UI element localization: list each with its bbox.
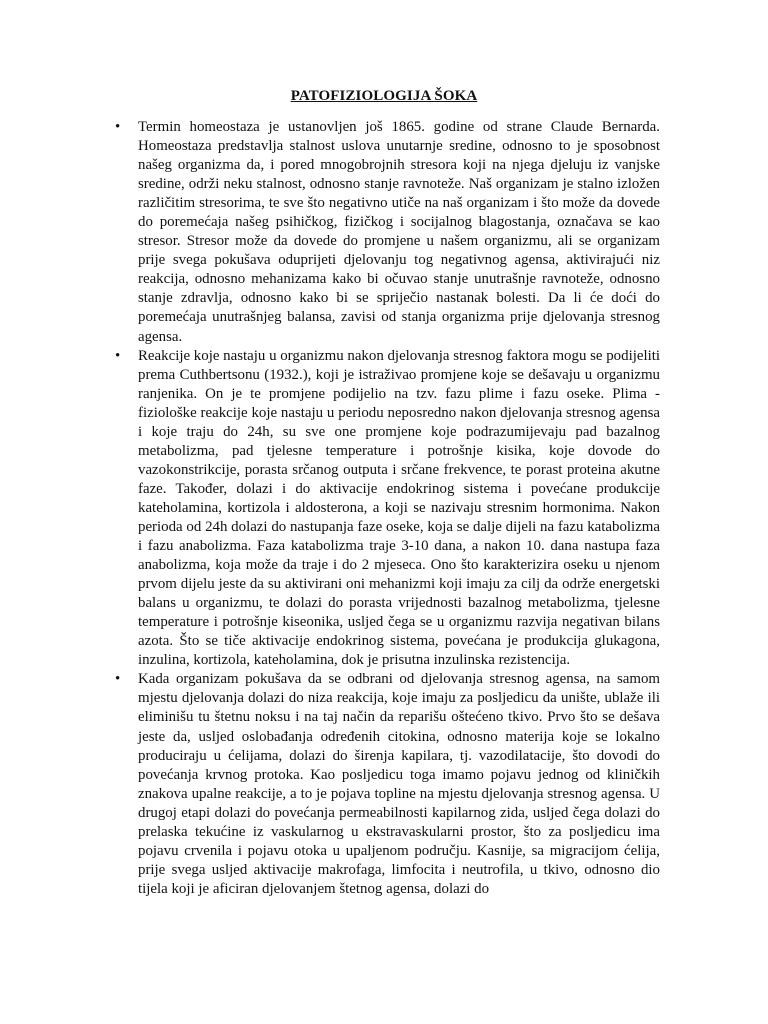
bullet-list (115, 118, 660, 899)
paragraph-2 (115, 347, 660, 671)
paragraph-3 (115, 670, 660, 899)
page-title: PATOFIZIOLOGIJA ŠOKA (290, 88, 478, 104)
paragraph-text: Reakcije koje nastaju u organizmu nakon djelovanja stresnog faktora mogu se podijeliti prema Cuthbertsonu (1932.), koji je istraživao promjene koje se dešavaju u organizmu ranjenika. On je te promjene podijelio na tzv. fazu plime i fazu oseke. Plima - fiziološke reakcije koje nastaju u periodu neposredno nakon djelovanja stresnog agensa i koje traju do 24h, su sve one promjene koje podrazumijevaju pad bazalnog metabolizma, pad tjelesne temperature i potrošnje kisika, koje dovode do vazokonstrikcije, porasta srčanog outputa i srčane frekvence, te porast proteina akutne faze. Također, dolazi i do aktivacije endokrinog sistema i povećane produkcije kateholamina, kortizola i aldosterona, a koji se nazivaju stresnim hormonima. Nakon perioda od 24h dolazi do nastupanja faze oseke, koja se dalje dijeli na fazu katabolizma i fazu anabolizma. Faza katabolizma traje 3-10 dana, a nakon 10. dana nastupa faza anabolizma, koja može da traje i do 2 mjeseca. Ono što karakterizira oseku u njenom prvom dijelu jeste da su aktivirani oni mehanizmi koji imaju za cilj da održe energetski balans u organizmu, te dolazi do porasta vrijednosti bazalnog metabolizma, tjelesne temperature i potrošnje kiseonika, usljed čega se u organizmu razvija negativan bilans azota. Što se tiče aktivacije endokrinog sistema, povećana je produkcija glukagona, inzulina, kortizola, kateholamina, dok je prisutna inzulinska rezistencija. (138, 347, 661, 669)
bullet-icon: • (115, 119, 121, 135)
paragraph-1 (115, 118, 660, 347)
paragraph-text: Kada organizam pokušava da se odbrani od djelovanja stresnog agensa, na samom mjestu djelovanja dolazi do niza reakcija, koje imaju za posljedicu da unište, ublaže ili eliminišu tu štetnu noksu i na taj način da reparišu oštećeno tkivo. Prvo što se dešava jeste da, usljed oslobađanja određenih citokina, odnosno materija koje se lokalno produciraju u ćelijama, dolazi do širenja kapilara, tj. vazodilatacije, što dovodi do povećanja krvnog protoka. Kao posljedicu toga imamo pojavu jednog od kliničkih znakova upalne reakcije, a to je pojava topline na mjestu djelovanja stresnog agensa. U drugoj etapi dolazi do povećanja permeabilnosti kapilarnog zida, usljed čega dolazi do prelaska tekućine iz vaskularnog u ekstravaskularni prostor, što za posljedicu ima pojavu crvenila i pojavu otoka u upaljenom području. Kasnije, sa migracijom ćelija, prije svega usljed aktivacije makrofaga, limfocita i neutrofila, u tkivo, odnosno dio tijela koji je aficiran djelovanjem štetnog agensa, dolazi do (138, 671, 660, 897)
bullet-icon: • (115, 671, 121, 688)
paragraph-text: Termin homeostaza je ustanovljen još 1865. godine od strane Claude Bernarda. Homeostaza predstavlja stalnost uslova unutarnje sredine, odnosno to je sposobnost našeg organizma da, i pored mnogobrojnih stresora koji na njega djeluju iz vanjske sredine, održi neku stalnost, odnosno stanje ravnoteže. Naš organizam je stalno izložen različitim stresorima, te sve što negativno utiče na naš organizam i što može da dovede do poremećaja našeg psihičkog, fizičkog i socijalnog blagostanja, označava se kao stresor. Stresor može da dovede do promjene u našem organizmu, ali se organizam prije svega pokušava oduprijeti djelovanju tog negativnog agensa, aktivirajući niz reakcija, odnosno mehanizama kako bi očuvao stanje unutrašnje ravnoteže, odnosno stanje zdravlja, odnosno kako bi se spriječio nastanak bolesti. Da li će doći do poremećaja unutrašnjeg balansa, zavisi od stanja organizma prije djelovanja stresnog agensa. (138, 119, 660, 345)
bullet-icon: • (115, 347, 121, 364)
